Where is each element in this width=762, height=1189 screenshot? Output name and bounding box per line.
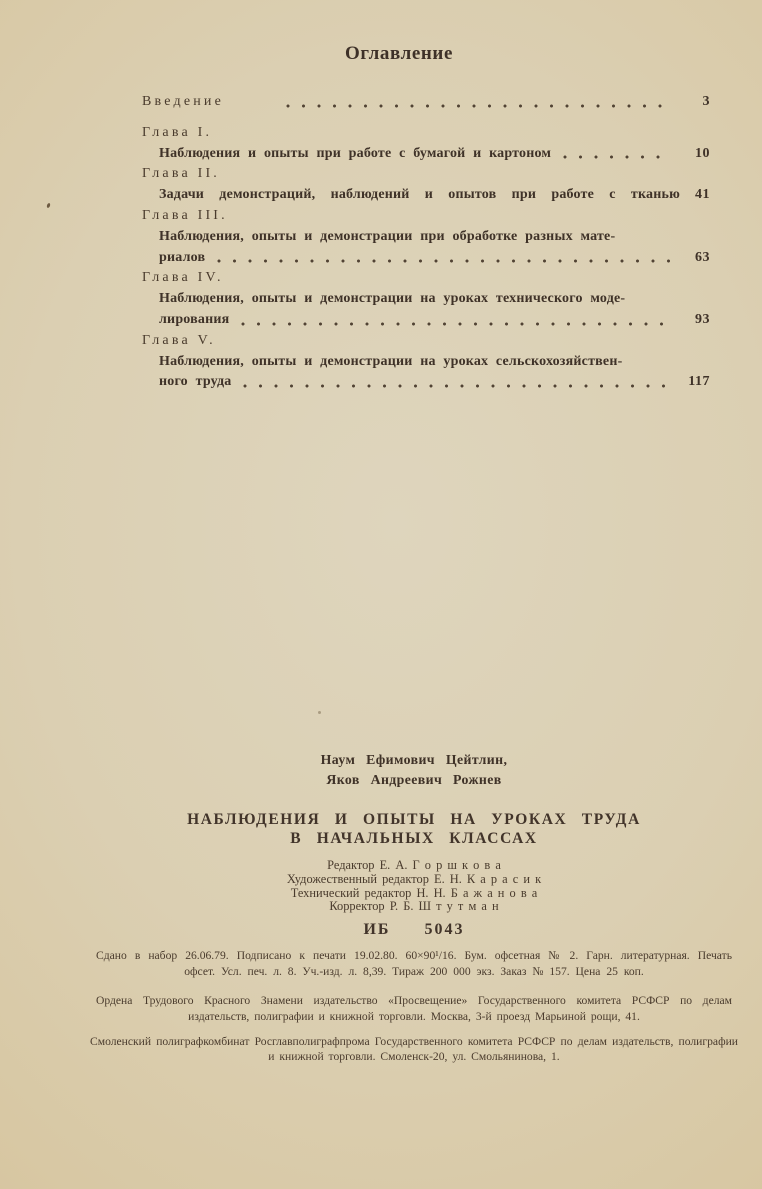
toc-chapter-2-description	[142, 185, 710, 206]
ib-label: ИБ	[363, 921, 391, 939]
toc-chapter-1-description	[142, 144, 710, 165]
toc-chapter-2-heading	[142, 164, 710, 185]
toc-chapter-label: Глава III.	[142, 207, 228, 223]
author-name: Наум Ефимович Цейтлин,	[320, 752, 508, 767]
toc-entry-label: ного труда	[159, 374, 232, 390]
dot-leader	[243, 383, 670, 389]
dot-leader	[217, 258, 670, 264]
colophon-block	[88, 750, 740, 1065]
dot-leader	[286, 103, 670, 109]
dot-leader	[563, 154, 670, 160]
toc-entry-label: Введение	[142, 94, 225, 109]
toc-entry-label: Наблюдения, опыты и демонстрации на уроках технического моде-	[159, 291, 626, 307]
ib-number-line	[88, 921, 740, 939]
book-title-line: В НАЧАЛЬНЫХ КЛАССАХ	[290, 829, 538, 847]
toc-chapter-label: Глава I.	[142, 124, 213, 140]
editorial-staff-block	[88, 859, 740, 914]
toc-entry-label: риалов	[159, 249, 206, 265]
toc-page-number: 63	[695, 249, 710, 265]
toc-chapter-4-heading	[142, 268, 710, 289]
toc-page-number: 10	[695, 145, 710, 161]
authors-block	[88, 750, 740, 790]
toc-title: Оглавление	[344, 43, 454, 64]
toc-entry-label: Наблюдения, опыты и демонстрации на уроках сельскохозяйствен-	[159, 353, 623, 369]
author-name: Яков Андреевич Рожнев	[326, 772, 502, 787]
toc-entry-label: Задачи демонстраций, наблюдений и опытов при работе с тканью	[159, 187, 680, 203]
toc-entry-label: лирования	[159, 311, 230, 327]
toc-page-number: 3	[702, 94, 710, 109]
toc-entry-label: Наблюдения и опыты при работе с бумагой и картоном	[159, 145, 552, 161]
toc-chapter-1-heading	[142, 123, 710, 144]
staff-line-technical-editor: Технический редактор Н. Н. Б а ж а н о в а	[290, 885, 538, 900]
table-of-contents	[142, 92, 710, 393]
toc-chapter-label: Глава V.	[142, 332, 216, 348]
book-title	[88, 811, 740, 848]
toc-page-number: 117	[688, 374, 710, 390]
toc-chapter-3-heading	[142, 206, 710, 227]
staff-line-editor: Редактор Е. А. Г о р ш к о в а	[327, 858, 501, 872]
toc-chapter-3-description-line2	[142, 248, 710, 269]
dot-leader	[241, 321, 670, 327]
publisher-paragraph: Ордена Трудового Красного Знамени издательство «Просвещение» Государственного комитета РСФСР по делам издательств, полиграфии и книжной торговли. Москва, 3-й проезд Марьиной рощи, 41.	[96, 994, 732, 1023]
toc-chapter-5-description-line1	[142, 352, 710, 373]
toc-chapter-4-description-line1	[142, 289, 710, 310]
print-imprint-paragraph: Сдано в набор 26.06.79. Подписано к печати 19.02.80. 60×90¹/16. Бум. офсетная № 2. Гарн. литературная. Печать офсет. Усл. печ. л. 8. Уч.-изд. л. 8,39. Тираж 200 000 экз. Заказ № 157. Цена 25 коп.	[96, 949, 732, 978]
toc-entry-introduction	[142, 92, 710, 113]
scan-speck	[318, 711, 321, 714]
staff-line-art-editor: Художественный редактор Е. Н. К а р а с и к	[286, 871, 542, 886]
toc-page-number: 41	[695, 187, 710, 203]
toc-page-number: 93	[695, 311, 710, 327]
toc-chapter-4-description-line2	[142, 310, 710, 331]
toc-chapter-3-description-line1	[142, 227, 710, 248]
book-title-line: НАБЛЮДЕНИЯ И ОПЫТЫ НА УРОКАХ ТРУДА	[187, 811, 641, 828]
toc-chapter-label: Глава IV.	[142, 270, 224, 286]
staff-line-proofreader: Корректор Р. Б. Ш т у т м а н	[329, 899, 499, 914]
toc-chapter-5-description-line2	[142, 372, 710, 393]
ib-number: 5043	[424, 921, 465, 939]
printer-paragraph: Смоленский полиграфкомбинат Росглавполиграфпрома Государственного комитета РСФСР по делам издательств, полиграфии и книжной торговли. Смоленск-20, ул. Смольянинова, 1.	[90, 1034, 738, 1064]
scan-speck	[46, 203, 51, 209]
toc-entry-label: Наблюдения, опыты и демонстрации при обработке разных мате-	[159, 228, 616, 244]
toc-chapter-label: Глава II.	[142, 166, 221, 182]
toc-chapter-5-heading	[142, 331, 710, 352]
